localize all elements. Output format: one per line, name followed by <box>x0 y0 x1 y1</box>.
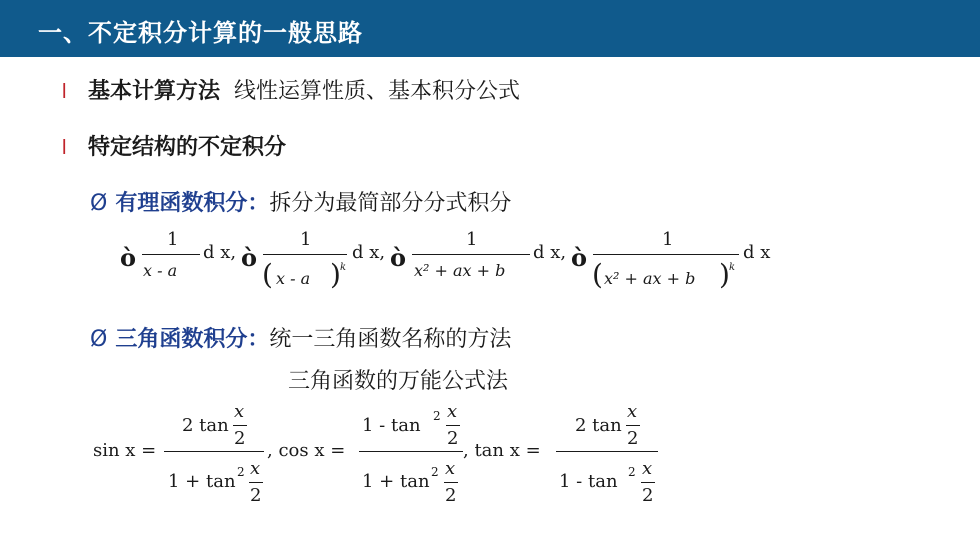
fraction-bar <box>556 451 658 452</box>
denominator: x - a <box>276 269 311 288</box>
bullet-desc: 线性运算性质、基本积分公式 <box>234 79 521 104</box>
half-bar <box>641 482 655 483</box>
one-minus-tan: 1 - tan <box>362 415 421 436</box>
half-bar <box>444 482 458 483</box>
half-den: 2 <box>642 485 654 506</box>
numerator: 1 <box>167 229 179 250</box>
half-den: 2 <box>447 428 459 449</box>
half-num: x <box>250 458 261 479</box>
right-paren: ) <box>719 258 730 291</box>
half-num: x <box>642 458 653 479</box>
half-bar <box>233 425 247 426</box>
page-title: 一、不定积分计算的一般思路 <box>38 19 363 47</box>
one-plus-tan: 1 + tan <box>168 471 236 492</box>
power: k <box>729 262 736 273</box>
bullet-marker: l <box>62 81 67 103</box>
half-bar <box>249 482 263 483</box>
denominator: x² + ax + b <box>604 269 696 288</box>
sub-marker: Ø <box>90 191 108 216</box>
square: 2 <box>433 409 441 423</box>
half-num: x <box>447 401 458 422</box>
differential: d x <box>743 242 771 263</box>
right-paren: ) <box>330 258 341 291</box>
sub-label: 三角函数积分： <box>115 327 270 352</box>
denominator: x² + ax + b <box>414 261 506 280</box>
sub-marker: Ø <box>90 327 108 352</box>
sub-label: 有理函数积分： <box>115 191 270 216</box>
one-plus-tan: 1 + tan <box>362 471 430 492</box>
power: k <box>340 262 347 273</box>
differential: d x, <box>352 242 386 263</box>
differential: d x, <box>533 242 567 263</box>
integral-sign: ò <box>241 243 258 272</box>
sub-desc: 统一三角函数名称的方法 <box>269 327 512 352</box>
two-tan: 2 tan <box>575 415 622 436</box>
integral-sign: ò <box>571 243 588 272</box>
tan-lhs: , tan x = <box>463 440 541 461</box>
half-den: 2 <box>445 485 457 506</box>
square: 2 <box>431 465 439 479</box>
two-tan: 2 tan <box>182 415 229 436</box>
half-bar <box>446 425 460 426</box>
square: 2 <box>628 465 636 479</box>
fraction-bar <box>164 451 264 452</box>
one-minus-tan: 1 - tan <box>559 471 618 492</box>
half-num: x <box>445 458 456 479</box>
integral-sign: ò <box>390 243 407 272</box>
bullet-label: 特定结构的不定积分 <box>88 135 287 160</box>
sub-desc: 拆分为最简部分分式积分 <box>269 191 512 216</box>
half-den: 2 <box>627 428 639 449</box>
cos-lhs: , cos x = <box>267 440 346 461</box>
half-num: x <box>234 401 245 422</box>
numerator: 1 <box>466 229 478 250</box>
half-num: x <box>627 401 638 422</box>
left-paren: ( <box>592 258 603 291</box>
half-den: 2 <box>250 485 262 506</box>
square: 2 <box>237 465 245 479</box>
half-bar <box>626 425 640 426</box>
differential: d x, <box>203 242 237 263</box>
sub-desc-universal: 三角函数的万能公式法 <box>288 369 509 394</box>
integral-sign: ò <box>120 243 137 272</box>
left-paren: ( <box>262 258 273 291</box>
bullet-marker: l <box>62 137 67 159</box>
fraction-bar <box>359 451 463 452</box>
half-den: 2 <box>234 428 246 449</box>
denominator: x - a <box>143 261 178 280</box>
bullet-label: 基本计算方法 <box>88 79 221 104</box>
numerator: 1 <box>662 229 674 250</box>
numerator: 1 <box>300 229 312 250</box>
sin-lhs: sin x = <box>93 440 157 461</box>
